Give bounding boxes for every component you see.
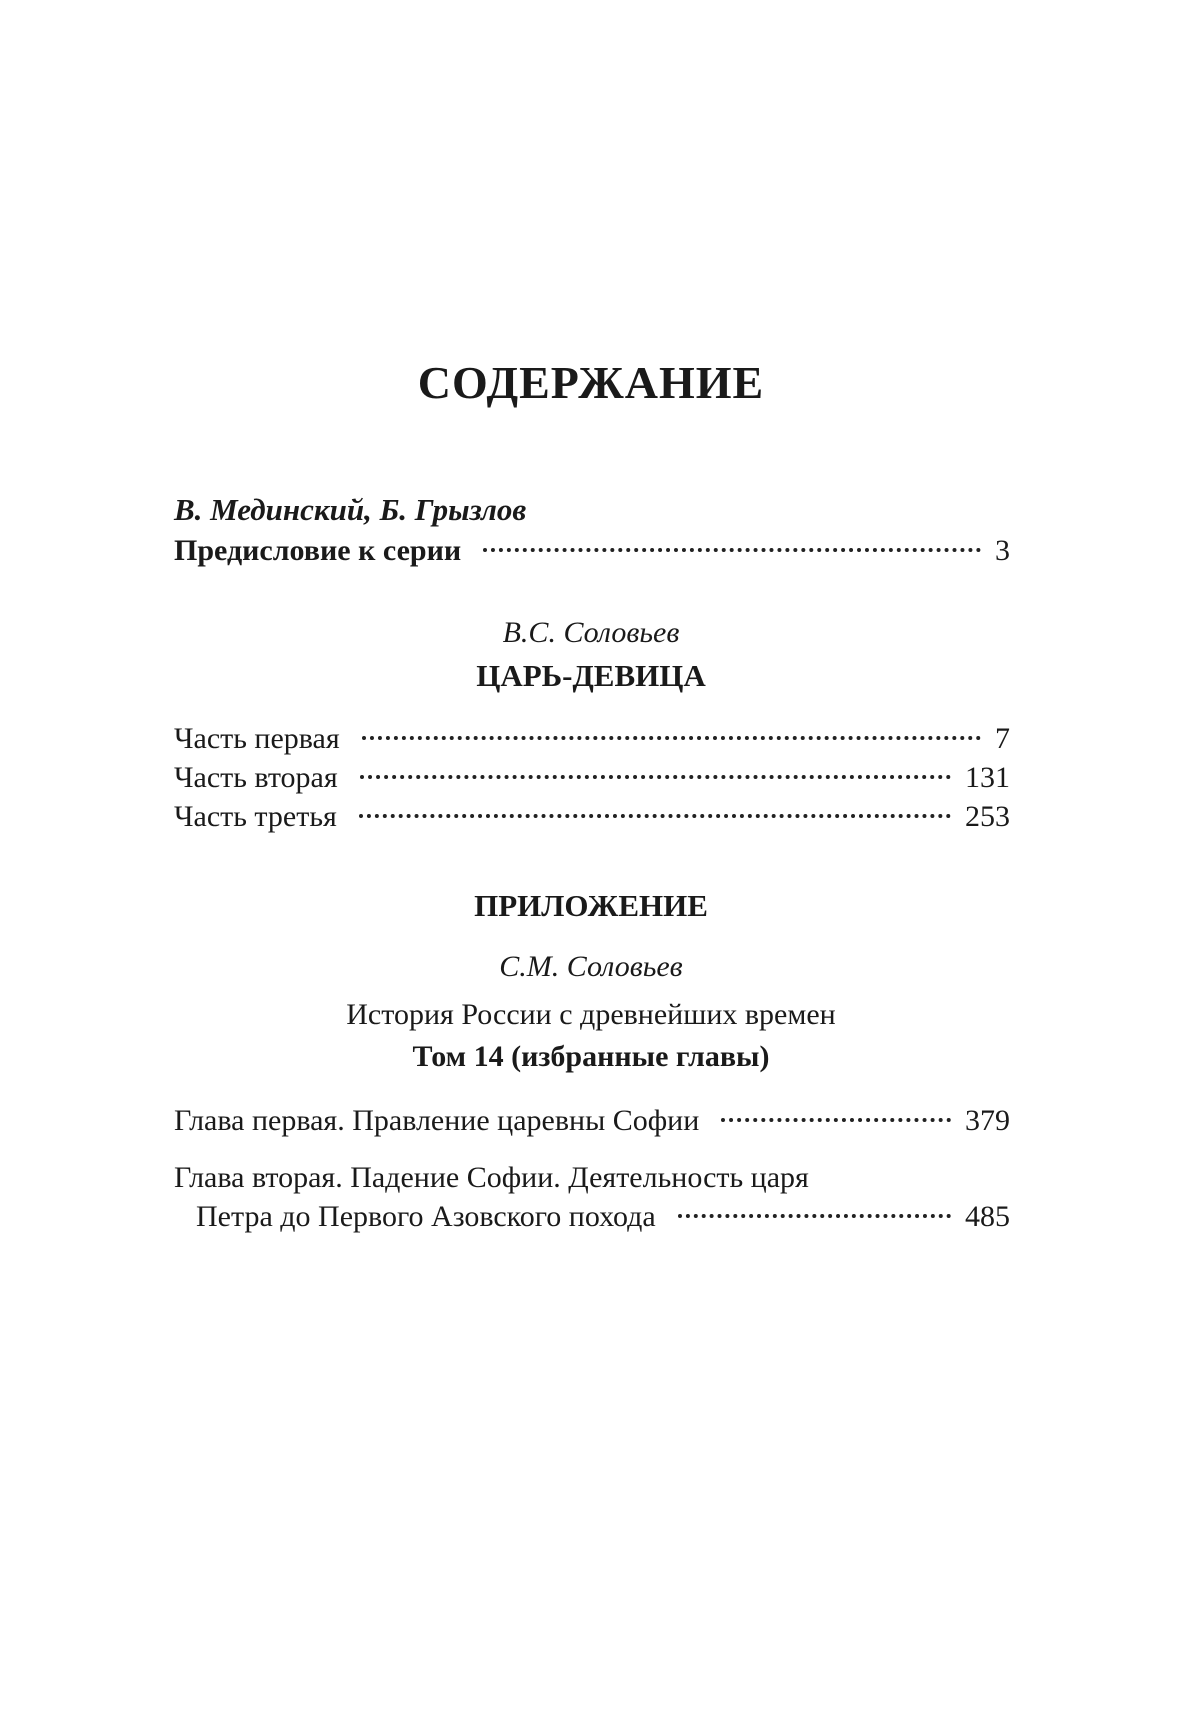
toc-entry-page: 131: [965, 761, 1010, 794]
toc-entry-page: 7: [995, 722, 1010, 755]
appendix-book-title-line-1: История России с древнейших времен: [346, 998, 836, 1031]
appendix-heading: ПРИЛОЖЕНИЕ: [474, 888, 708, 923]
toc-entry-label: Часть первая: [174, 722, 340, 755]
toc-entry-label: Петра до Первого Азовского похода: [196, 1200, 656, 1233]
work-author: В.С. Соловьев: [502, 616, 680, 649]
dot-leader: [360, 775, 951, 779]
work-title: ЦАРЬ-ДЕВИЦА: [476, 658, 706, 693]
toc-entry-part-3[interactable]: [174, 797, 1010, 837]
toc-entry-preface[interactable]: [174, 531, 1010, 571]
appendix-author: С.М. Соловьев: [499, 950, 683, 983]
toc-entry-part-1[interactable]: [174, 719, 1010, 759]
dot-leader: [359, 814, 951, 818]
dot-leader: [721, 1118, 951, 1122]
toc-entry-page: 3: [995, 534, 1010, 567]
dot-leader: [483, 548, 981, 552]
toc-entry-chapter-2[interactable]: [196, 1197, 1010, 1237]
toc-entry-chapter-2-line-1[interactable]: Глава вторая. Падение Софии. Деятельность царя: [174, 1161, 809, 1194]
dot-leader: [678, 1214, 951, 1218]
toc-entry-page: 485: [965, 1200, 1010, 1233]
preface-authors: В. Мединский, Б. Грызлов: [174, 492, 527, 527]
toc-entry-chapter-1[interactable]: [174, 1101, 1010, 1141]
toc-entry-label: Часть третья: [174, 800, 337, 833]
toc-entry-label: Предисловие к серии: [174, 534, 462, 567]
toc-entry-page: 379: [965, 1104, 1010, 1137]
toc-entry-label: Глава первая. Правление царевны Софии: [174, 1104, 700, 1137]
toc-entry-page: 253: [965, 800, 1010, 833]
page-title: СОДЕРЖАНИЕ: [417, 357, 765, 408]
dot-leader: [362, 736, 981, 740]
toc-entry-part-2[interactable]: [174, 758, 1010, 798]
appendix-book-title-line-2: Том 14 (избранные главы): [412, 1040, 770, 1073]
toc-entry-label: Часть вторая: [174, 761, 338, 794]
